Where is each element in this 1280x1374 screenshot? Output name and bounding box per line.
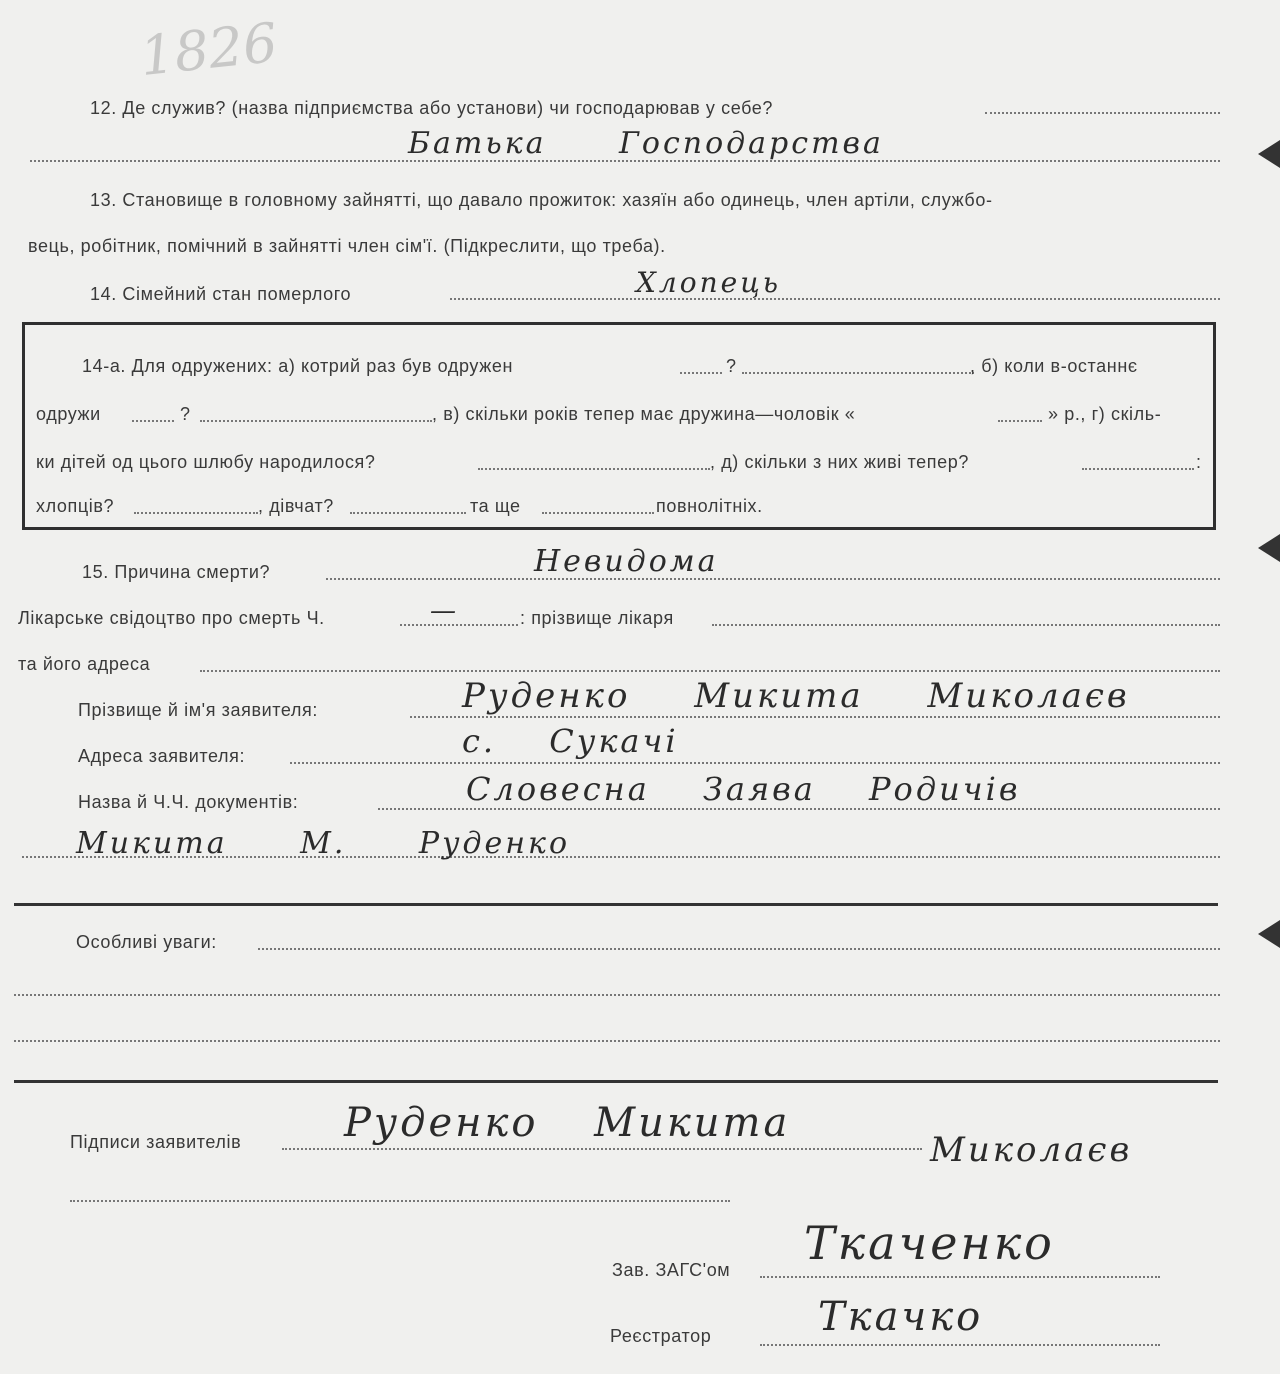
q14a-line-3a: ки дітей од цього шлюбу народилося? [36,452,376,472]
married-section-box [22,322,1216,530]
page-edge-mark [1258,534,1280,562]
medical-cert-number: — [430,596,459,626]
q15-answer-line [326,578,1220,580]
page-edge-mark [1258,140,1280,168]
section-divider-1 [14,903,1218,906]
q14a-line-2q: ? [180,404,191,424]
applicant-signature-2: Миколаєв [930,1130,1133,1170]
q14a-line-3-blank-a [478,468,710,470]
zags-head-label: Зав. ЗАГС'ом [612,1260,731,1280]
applicant-name-line [410,716,1220,718]
applicant-address-label: Адреса заявителя: [78,746,246,766]
applicant-docs-label: Назва й Ч.Ч. документів: [78,792,299,812]
q13-line-2: вець, робітник, помічний в зайнятті член сім'ї. (Підкреслити, що треба). [28,236,666,256]
doctor-surname-line [712,624,1220,626]
remarks-line-2 [14,994,1220,996]
registrar-label: Реєстратор [610,1326,712,1346]
applicant-signatures-line [282,1148,922,1150]
q14a-line-4d: повнолітніх. [656,496,763,516]
q14a-line-4c: та ще [470,496,521,516]
q14-answer: Хлопець [636,266,782,299]
q15-label: 15. Причина смерти? [82,562,271,582]
q14a-line-3b: , д) скільки з них живі тепер? [710,452,969,472]
q14a-line-3-blank-b [1082,468,1194,470]
q14a-line-1-blank-b [742,372,974,374]
applicant-signatures-label: Підписи заявителів [70,1132,242,1152]
q14a-line-1b: , б) коли в-останнє [970,356,1138,376]
q12-line-end [985,112,1220,114]
medical-cert-number-line [400,624,518,626]
q12-answer: Батька Господарства [408,126,884,161]
q12-label: 12. Де служив? (назва підприємства або установи) чи господарював у себе? [90,98,774,118]
q14a-line-2a: одружи [36,404,101,424]
doctor-address-label: та його адреса [18,654,151,674]
q14a-line-4-blank-c [542,512,654,514]
doctor-surname-label: : прізвище лікаря [520,608,674,628]
q14-label: 14. Сімейний стан померлого [90,284,352,304]
remarks-line-1 [258,948,1220,950]
applicant-signatures-line-2 [70,1200,730,1202]
doctor-address-line [200,670,1220,672]
zags-head-line [760,1276,1160,1278]
applicant-name-value: Руденко Микита Миколаєв [462,676,1130,716]
q14a-line-4-blank-a [134,512,258,514]
medical-cert-label: Лікарське свідоцтво про смерть Ч. [18,608,325,628]
q14a-line-2c: » р., г) скіль- [1048,404,1162,424]
q14a-line-4-blank-b [350,512,466,514]
q14-answer-line [450,298,1220,300]
q14a-line-1a: 14-а. Для одружених: а) котрий раз був одружен [82,356,513,376]
q14a-line-2-blank-c [998,420,1042,422]
registrar-line [760,1344,1160,1346]
applicant-docs-value-2: Микита М. Руденко [76,826,571,861]
applicant-address-value: с. Сукачі [462,722,679,760]
q14a-line-4b: , дівчат? [258,496,334,516]
applicant-docs-value-1: Словесна Заява Родичів [466,770,1021,808]
q14a-line-1q: ? [726,356,737,376]
corner-mark: 1826 [137,10,281,89]
applicant-signature-1: Руденко Микита [344,1100,791,1146]
q14a-line-3c: : [1196,452,1202,472]
q14a-line-2-blank-a [132,420,174,422]
page-edge-mark [1258,920,1280,948]
registrar-signature: Ткачко [818,1294,984,1340]
q14a-line-4a: хлопців? [36,496,115,516]
q13-line-1: 13. Становище в головному зайнятті, що давало прожиток: хазяїн або одинець, член артіли, службо- [90,190,993,210]
zags-head-signature: Ткаченко [804,1216,1055,1270]
applicant-address-line [290,762,1220,764]
remarks-label: Особливі уваги: [76,932,217,952]
q14a-line-1-blank-a [680,372,722,374]
applicant-docs-line [378,808,1220,810]
q15-answer: Невидома [534,544,719,579]
section-divider-2 [14,1080,1218,1083]
applicant-name-label: Прізвище й ім'я заявителя: [78,700,318,720]
remarks-line-3 [14,1040,1220,1042]
q14a-line-2-blank-b [200,420,432,422]
q14a-line-2b: , в) скільки років тепер має дружина—чоловік « [432,404,856,424]
